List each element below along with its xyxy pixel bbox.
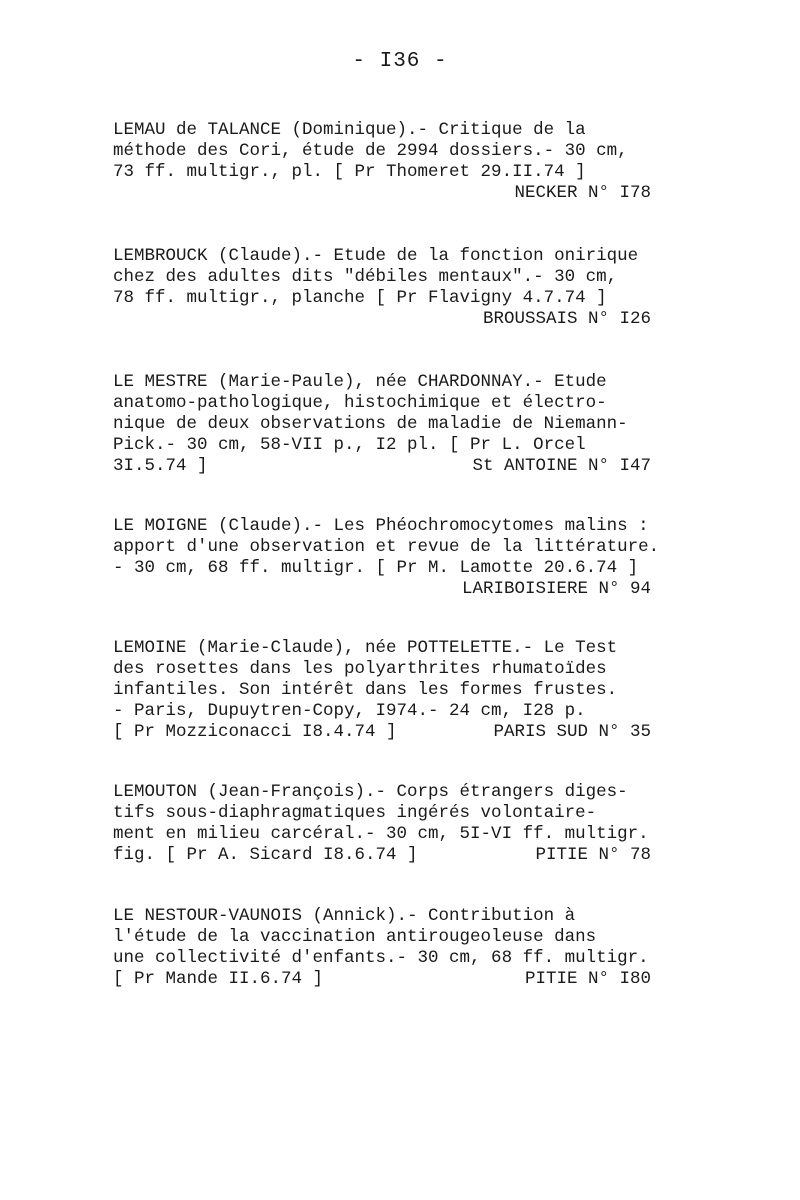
entry-line: LEMAU de TALANCE (Dominique).- Critique de la — [113, 120, 586, 140]
entry-line: l'étude de la vaccination antirougeoleuse dans — [113, 927, 597, 947]
entry-location-line — [113, 183, 673, 204]
entry-line: une collectivité d'enfants.- 30 cm, 68 ff. multigr. — [113, 948, 649, 968]
entry-line: 73 ff. multigr., pl. [ Pr Thomeret 29.II.74 ] — [113, 162, 586, 182]
entry-location-line — [113, 845, 673, 866]
bibliography-entry — [113, 782, 673, 866]
entry-line: LE NESTOUR-VAUNOIS (Annick).- Contribution à — [113, 906, 576, 926]
entry-line: chez des adultes dits "débiles mentaux".- 30 cm, — [113, 267, 618, 287]
entry-line: méthode des Cori, étude de 2994 dossiers.- 30 cm, — [113, 141, 628, 161]
entry-location: PARIS SUD N° 35 — [493, 722, 651, 742]
bibliography-entry — [113, 516, 673, 600]
entry-line: des rosettes dans les polyarthrites rhumatoïdes — [113, 659, 607, 679]
entry-line: LE MESTRE (Marie-Paule), née CHARDONNAY.- Etude — [113, 372, 607, 392]
entry-line: fig. [ Pr A. Sicard I8.6.74 ] — [113, 845, 418, 865]
entry-line: LEMOINE (Marie-Claude), née POTTELETTE.- Le Test — [113, 638, 618, 658]
entry-location-line — [113, 969, 673, 990]
entry-location-line — [113, 456, 673, 477]
entry-line: infantiles. Son intérêt dans les formes frustes. — [113, 680, 618, 700]
entry-line: nique de deux observations de maladie de Niemann- — [113, 414, 628, 434]
entry-location: St ANTOINE N° I47 — [472, 456, 651, 476]
entry-line: tifs sous-diaphragmatiques ingérés volontaire- — [113, 803, 597, 823]
bibliography-entry — [113, 906, 673, 990]
page-number: - I36 - — [352, 50, 448, 73]
entry-line: anatomo-pathologique, histochimique et électro- — [113, 393, 607, 413]
entry-line: apport d'une observation et revue de la littérature. — [113, 537, 660, 557]
entry-line: 3I.5.74 ] — [113, 456, 208, 476]
entry-line: - Paris, Dupuytren-Copy, I974.- 24 cm, I28 p. — [113, 701, 586, 721]
entry-line: ment en milieu carcéral.- 30 cm, 5I-VI ff. multigr. — [113, 824, 649, 844]
entry-line: - 30 cm, 68 ff. multigr. [ Pr M. Lamotte 20.6.74 ] — [113, 558, 639, 578]
entry-line: Pick.- 30 cm, 58-VII p., I2 pl. [ Pr L. Orcel — [113, 435, 586, 455]
entry-location: BROUSSAIS N° I26 — [482, 309, 651, 329]
entry-line: LE MOIGNE (Claude).- Les Phéochromocytomes malins : — [113, 516, 649, 536]
bibliography-entry — [113, 246, 673, 330]
entry-location: PITIE N° 78 — [535, 845, 651, 865]
entry-location: LARIBOISIERE N° 94 — [461, 579, 651, 599]
entry-location: PITIE N° I80 — [524, 969, 651, 989]
entry-location-line — [113, 722, 673, 743]
entry-line: LEMBROUCK (Claude).- Etude de la fonction onirique — [113, 246, 639, 266]
bibliography-entry — [113, 120, 673, 204]
entry-line: LEMOUTON (Jean-François).- Corps étrangers diges- — [113, 782, 628, 802]
bibliography-entry — [113, 638, 673, 743]
bibliography-entry — [113, 372, 673, 477]
entry-location-line — [113, 579, 673, 600]
entry-line: 78 ff. multigr., planche [ Pr Flavigny 4.7.74 ] — [113, 288, 607, 308]
entry-location-line — [113, 309, 673, 330]
entry-line: [ Pr Mande II.6.74 ] — [113, 969, 324, 989]
entry-location: NECKER N° I78 — [514, 183, 651, 203]
entry-line: [ Pr Mozziconacci I8.4.74 ] — [113, 722, 397, 742]
